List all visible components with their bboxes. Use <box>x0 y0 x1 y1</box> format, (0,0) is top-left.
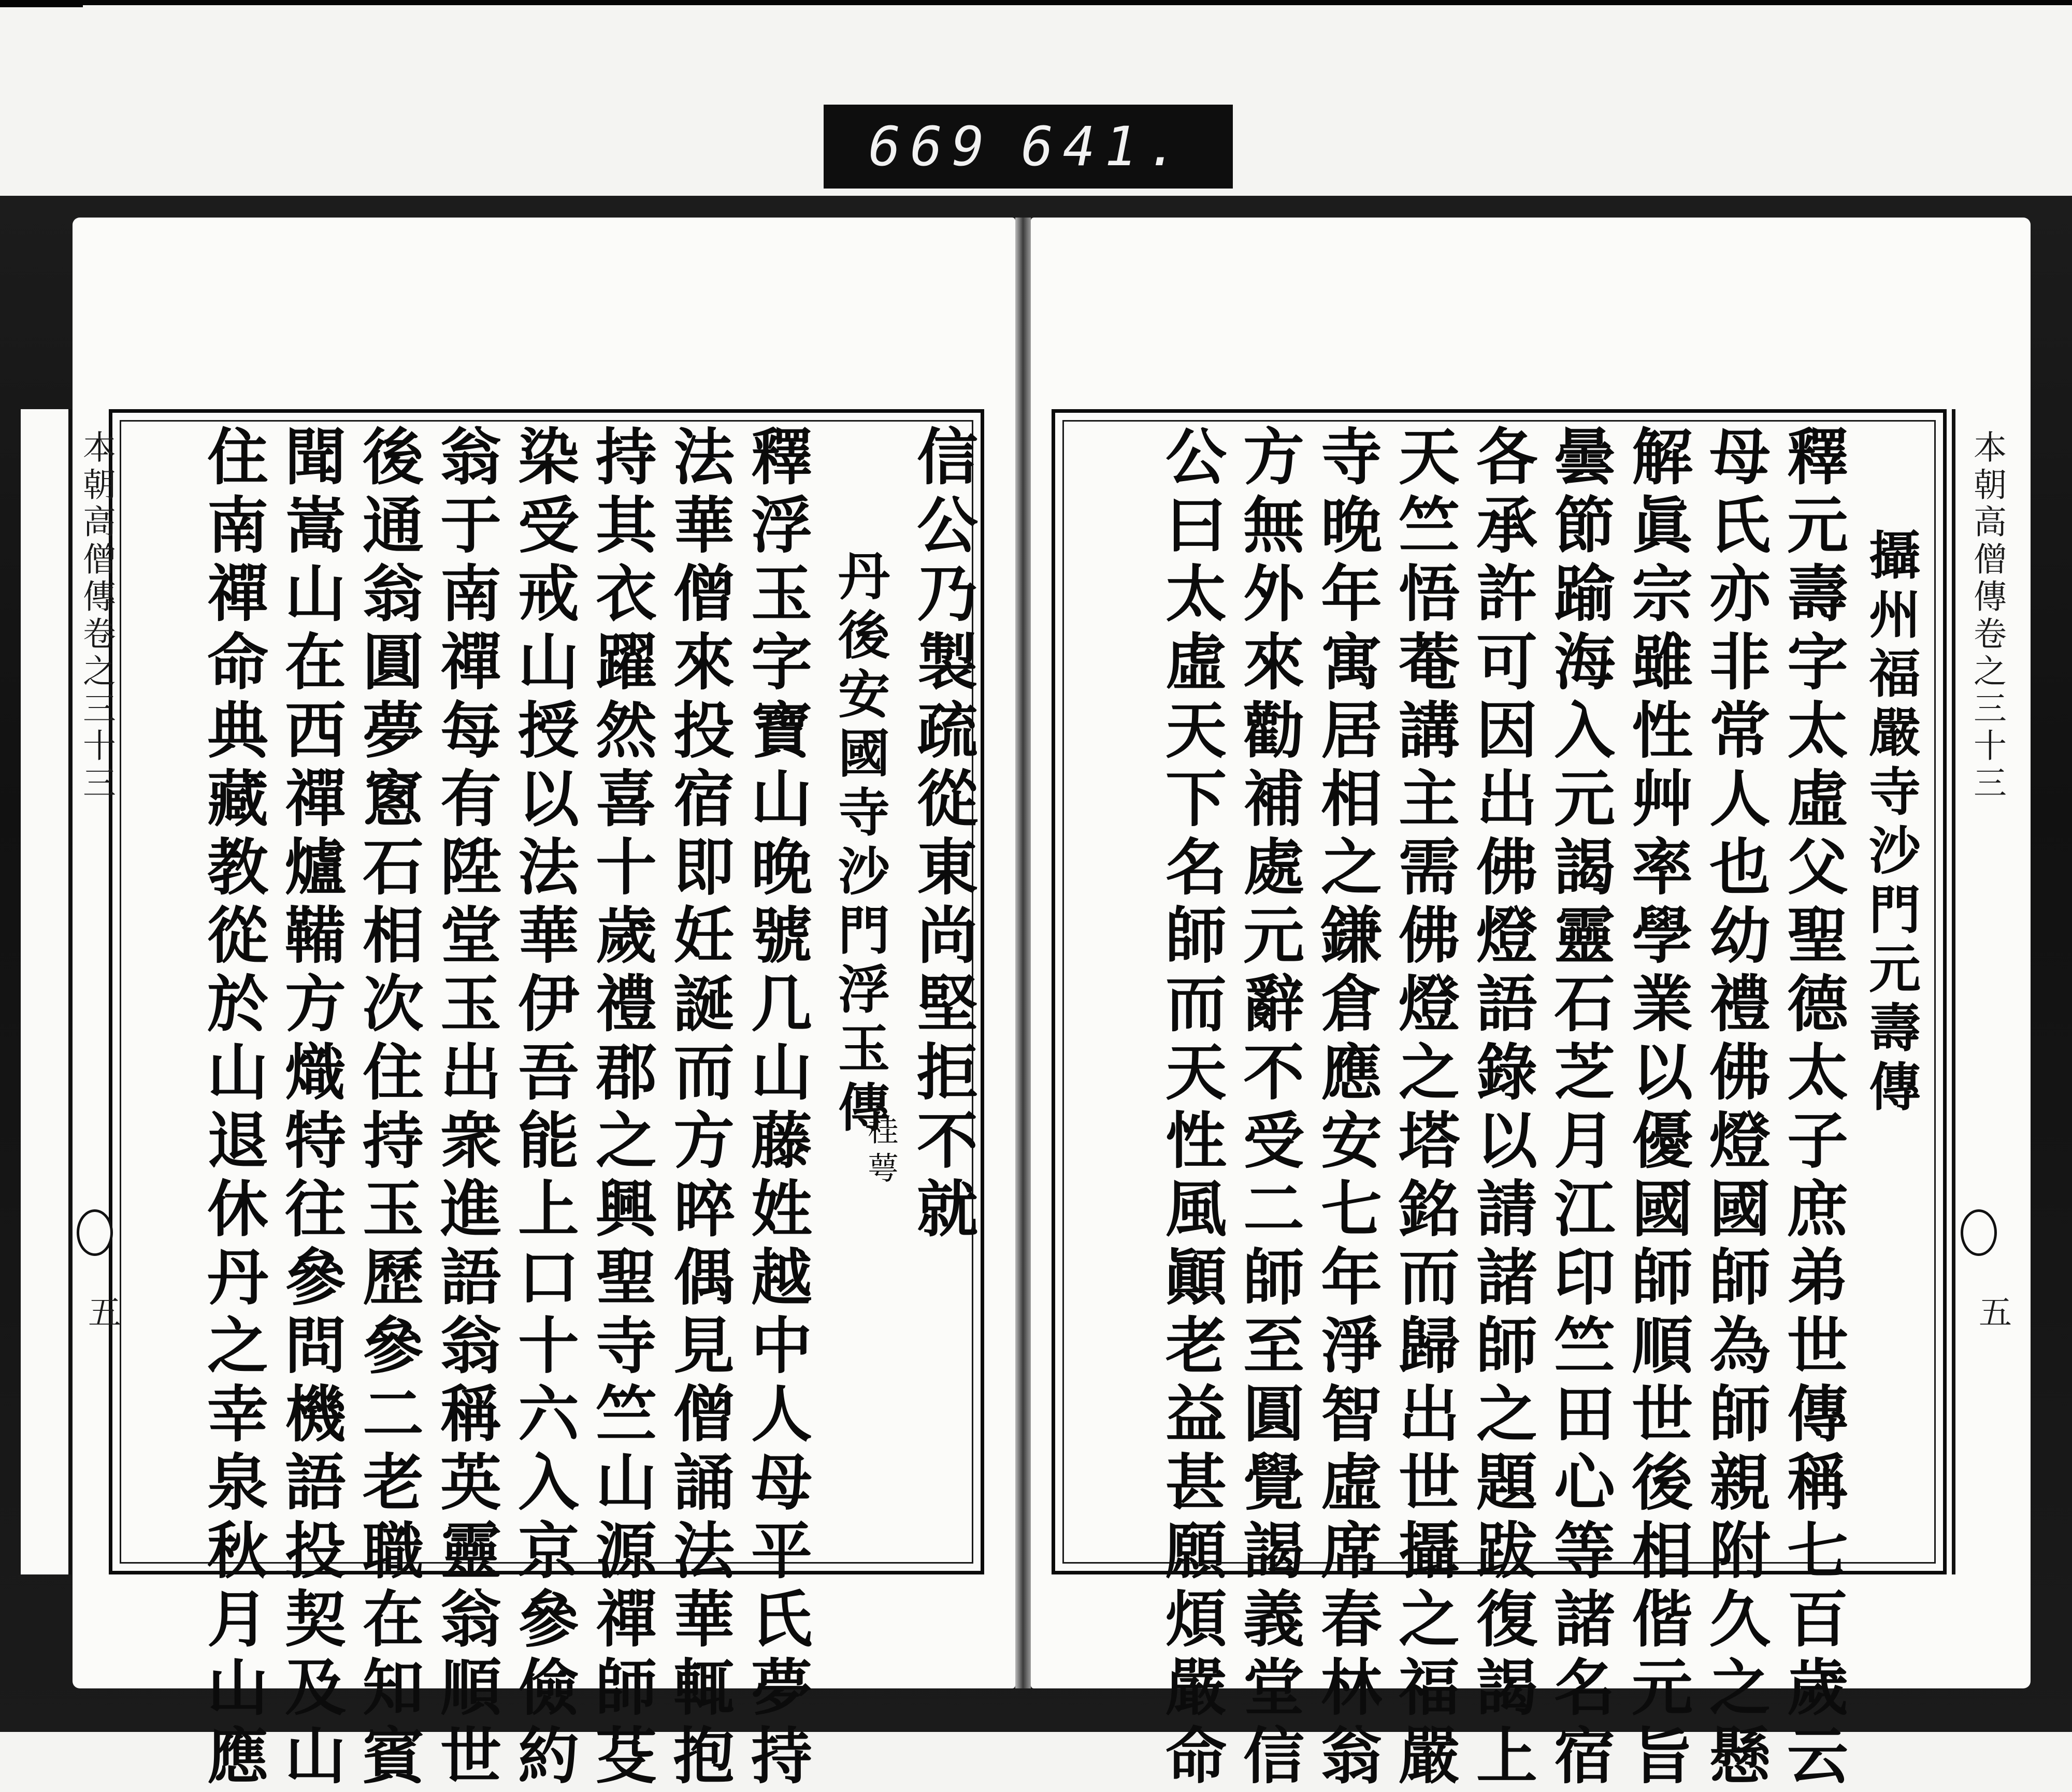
scan-edge-top <box>0 0 2072 5</box>
right-column-9: 公曰太虛天下名師而天性風顚老益甚願煩嚴命 <box>1155 425 1227 1792</box>
left-margin-title: 本朝高僧傳卷之三十三 <box>77 430 116 803</box>
right-column-8: 方無外來勸補處元辭不受二師至圓覺謁義堂信 <box>1233 425 1305 1792</box>
left-heading-note: 桂萼 <box>862 1114 899 1190</box>
right-column-5: 各承許可因出佛燈語錄以請諸師之題跋復謁上 <box>1466 425 1538 1792</box>
binding-hole-left <box>77 1209 113 1256</box>
right-column-1: 釋元壽字太虛父聖德太子庶弟世傳稱七百歲云 <box>1777 425 1849 1792</box>
catalog-number-b: 641. <box>1021 115 1188 178</box>
left-column-5: 持其衣躍然喜十歲禮郡之興聖寺竺山源禪師芟 <box>585 425 657 1792</box>
right-column-3: 解眞宗雖性艸率學業以優國師順世後相偕元旨 <box>1621 425 1693 1792</box>
catalog-number-a: 669 <box>868 115 994 178</box>
right-heading: 攝州福嚴寺沙門元壽傳 <box>1860 528 1921 1119</box>
page-gutter <box>1015 218 1031 1688</box>
left-column-9: 聞嵩山在西禪爐鞴方熾特往參問機語投契及山 <box>275 425 347 1792</box>
catalog-label <box>824 105 1233 189</box>
left-column-10: 住南禪命典藏教從於山退休丹之幸泉秋月山應 <box>197 425 269 1792</box>
left-folio: 五 <box>82 1295 121 1332</box>
left-column-6: 染受戒山授以法華伊吾能上口十六入京參儉約 <box>508 425 580 1792</box>
right-column-4: 曇節踰海入元謁靈石芝月江印竺田心等諸名宿 <box>1544 425 1616 1792</box>
right-folio: 五 <box>1973 1295 2011 1332</box>
left-column-8: 後通翁圓夢窻石相次住持玉歷參二老職在知賓 <box>352 425 424 1792</box>
left-column-1: 信公乃製疏從東尚堅拒不就 <box>906 425 979 1245</box>
right-column-7: 寺晚年寓居相之鎌倉應安七年淨智虛席春林翁 <box>1311 425 1383 1792</box>
left-column-7: 翁于南禪每有陞堂玉出衆進語翁稱英靈翁順世 <box>430 425 502 1792</box>
right-margin-title: 本朝高僧傳卷之三十三 <box>1968 430 2006 803</box>
left-heading: 丹後安國寺沙門浮玉傳 <box>829 549 890 1139</box>
left-edge-strip <box>21 409 71 1574</box>
left-column-4: 法華僧來投宿即妊誕而方晬偶見僧誦法華輒抱 <box>663 425 735 1792</box>
left-column-3: 釋浮玉字寶山晚號几山藤姓越中人母平氏夢持 <box>741 425 813 1792</box>
scan-edge-corner <box>0 0 83 7</box>
right-column-6: 天竺悟菴講主需佛燈之塔銘而歸出世攝之福嚴 <box>1388 425 1460 1792</box>
right-column-2: 母氏亦非常人也幼禮佛燈國師為師親附久之懸 <box>1699 425 1771 1792</box>
binding-hole-right <box>1961 1209 1997 1256</box>
